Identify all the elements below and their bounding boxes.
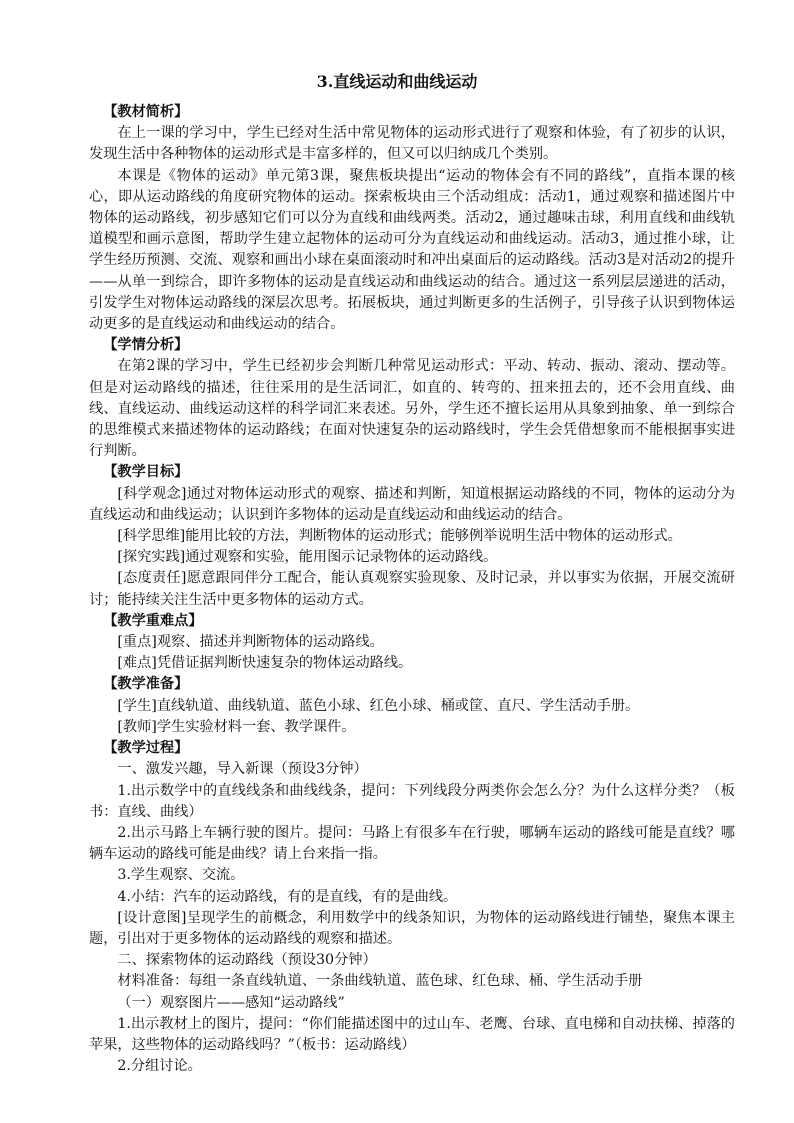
page-title: 3.直线运动和曲线运动 — [316, 72, 478, 91]
paragraph: 材料准备：每组一条直线轨道、一条曲线轨道、蓝色球、红色球、桶、学生活动手册 — [117, 973, 643, 990]
paragraph: 1.出示数学中的直线线条和曲线线条，提问：下列线段分两类你会怎么分？为什么这样分类？（板书：直线、曲线） — [89, 782, 735, 820]
section-heading-key-points: 【教学重难点】 — [103, 612, 203, 629]
paragraph: 一、激发兴趣，导入新课（预设3分钟） — [117, 761, 368, 778]
paragraph: 2.分组讨论。 — [117, 1058, 202, 1075]
paragraph: [科学观念]通过对物体运动形式的观察、描述和判断，知道根据运动路线的不同，物体的运动分为直线运动和曲线运动；认识到许多物体的运动是直线运动和曲线运动的结合。 — [89, 485, 735, 523]
section-heading-teaching-goals: 【教学目标】 — [103, 464, 189, 481]
paragraph: 二、探索物体的运动路线（预设30分钟） — [117, 952, 377, 969]
document-body — [89, 102, 735, 1077]
paragraph: 2.出示马路上车辆行驶的图片。提问：马路上有很多车在行驶，哪辆车运动的路线可能是直线？哪辆车运动的路线可能是曲线？请上台来指一指。 — [89, 824, 735, 863]
paragraph: [难点]凭借证据判断快速复杂的物体运动路线。 — [117, 655, 413, 672]
paragraph: [学生]直线轨道、曲线轨道、蓝色小球、红色小球、桶或筐、直尺、学生活动手册。 — [117, 697, 640, 714]
paragraph: [设计意图]呈现学生的前概念，利用数学中的线条知识，为物体的运动路线进行铺垫，聚焦本课主题，引出对于更多物体的运动路线的观察和描述。 — [89, 909, 735, 947]
paragraph: 在第2课的学习中，学生已经初步会判断几种常见运动形式：平动、转动、振动、滚动、摆动等。但是对运动路线的描述，往往采用的是生活词汇，如直的、转弯的、扭来扭去的，还不会用直线、曲线、直线运动、曲线运动这样的科学词汇来表述。另外，学生还不擅长运用从具象到抽象、单一到综合的思维模式来描述物体的运动路线；在面对快速复杂的运动路线时，学生会凭借想象而不能根据事实进行判断。 — [89, 358, 735, 460]
paragraph: [重点]观察、描述并判断物体的运动路线。 — [117, 634, 384, 651]
section-heading-teaching-process: 【教学过程】 — [103, 740, 189, 757]
section-heading-preparation: 【教学准备】 — [103, 676, 189, 693]
paragraph: [探究实践]通过观察和实验，能用图示记录物体的运动路线。 — [117, 549, 498, 566]
paragraph: （一）观察图片——感知“运动路线” — [117, 994, 345, 1011]
paragraph: 4.小结：汽车的运动路线，有的是直线，有的是曲线。 — [117, 888, 458, 905]
paragraph: [科学思维]能用比较的方法，判断物体的运动形式；能够例举说明生活中物体的运动形式。 — [117, 528, 682, 545]
section-heading-student-analysis: 【学情分析】 — [103, 337, 189, 354]
paragraph: [教师]学生实验材料一套、教学课件。 — [117, 718, 356, 735]
paragraph: 3.学生观察、交流。 — [117, 867, 245, 884]
paragraph: [态度责任]愿意跟同伴分工配合，能认真观察实验现象、及时记录，并以事实为依据，开展交流研讨；能持续关注生活中更多物体的运动方式。 — [89, 570, 735, 608]
paragraph: 1.出示教材上的图片，提问：“你们能描述图中的过山车、老鹰、台球、直电梯和自动扶梯、掉落的苹果，这些物体的运动路线吗？”（板书：运动路线） — [89, 1015, 735, 1053]
paragraph: 本课是《物体的运动》单元第3课，聚焦板块提出“运动的物体会有不同的路线”，直指本课的核心，即从运动路线的角度研究物体的运动。探索板块由三个活动组成：活动1，通过观察和描述图片中物体的运动路线，初步感知它们可以分为直线和曲线两类。活动2，通过趣味击球，利用直线和曲线轨道模型和画示意图，帮助学生建立起物体的运动可分为直线运动和曲线运动。活动3，通过推小球，让学生经历预测、交流、观察和画出小球在桌面滚动时和冲出桌面后的运动路线。活动3是对活动2的提升——从单一到综合，即许多物体的运动是直线运动和曲线运动的结合。通过这一系列层层递进的活动，引发学生对物体运动路线的深层次思考。拓展板块，通过判断更多的生活例子，引导孩子认识到物体运动更多的是直线运动和曲线运动的结合。 — [89, 167, 735, 333]
section-heading-textbook-analysis: 【教材简析】 — [103, 104, 189, 120]
paragraph: 在上一课的学习中，学生已经对生活中常见物体的运动形式进行了观察和体验，有了初步的认识，发现生活中各种物体的运动形式是丰富多样的，但又可以归纳成几个类别。 — [89, 125, 735, 163]
